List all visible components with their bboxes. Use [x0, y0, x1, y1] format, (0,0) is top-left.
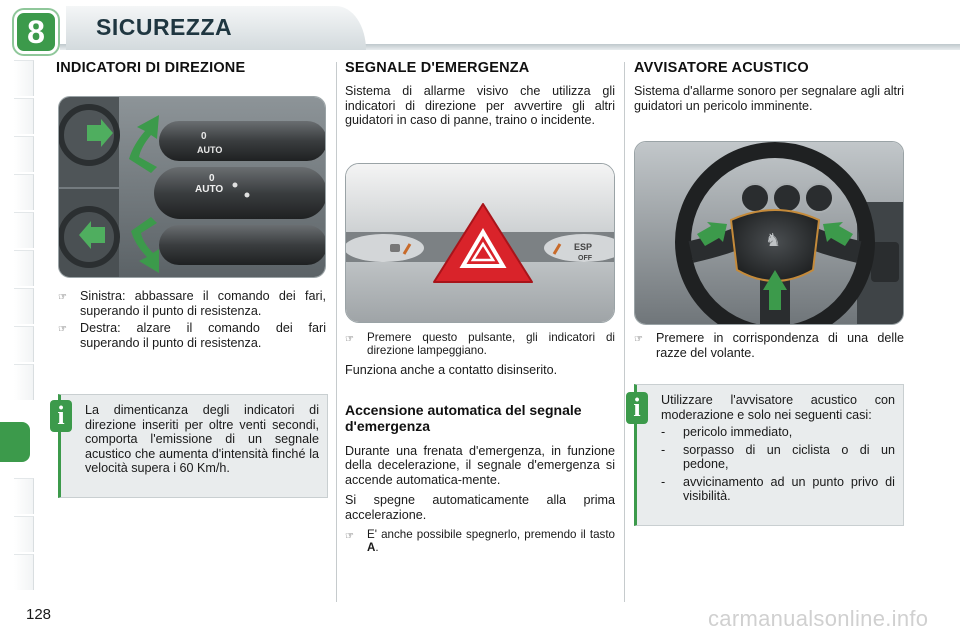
col1-bullets	[58, 289, 326, 350]
info-box-horn: Utilizzare l'avvisatore acustico con moderazione e solo nei seguenti casi: - pericolo immediato, - sorpasso di un ciclista o di un pedone, - avvicinamento ad un punto privo di visibilità.	[634, 384, 904, 526]
stalk-label-auto-main: AUTO	[195, 184, 224, 195]
pointer-icon: ☞	[634, 334, 643, 345]
page-header	[0, 0, 960, 56]
chapter-badge: 8	[14, 10, 58, 54]
chapter-tab	[14, 212, 34, 248]
chapter-tab	[14, 250, 34, 286]
chapter-tab	[14, 516, 34, 552]
chapter-tab	[14, 98, 34, 134]
key-a-label: A	[367, 541, 376, 554]
chapter-tab	[14, 326, 34, 362]
section-title-horn: AVVISATORE ACUSTICO	[634, 60, 809, 76]
section-title-hazard: SEGNALE D'EMERGENZA	[345, 60, 530, 76]
bullet-auto-hazard-off: ☞ E' anche possibile spegnerlo, premendo il tasto A.	[345, 528, 615, 554]
auto-hazard-text-2: Si spegne automaticamente alla prima accelerazione.	[345, 493, 615, 522]
bullet-left-indicator: ☞ Sinistra: abbassare il comando dei fari, superando il punto di resistenza.	[58, 289, 326, 318]
chapter-tab	[14, 364, 34, 400]
bullet-right-indicator: ☞ Destra: alzare il comando dei fari superando il punto di resistenza.	[58, 321, 326, 350]
chapter-tab	[14, 136, 34, 172]
esp-label: ESP	[574, 242, 593, 252]
photo-light-stalk	[58, 96, 326, 278]
column-direction-indicators	[56, 60, 328, 84]
pointer-icon: ☞	[58, 292, 67, 303]
bullet-horn-press: ☞ Premere in corrispondenza di una delle razze del volante.	[634, 331, 904, 360]
col2-body	[345, 331, 615, 554]
column-horn	[634, 60, 904, 113]
column-hazard	[345, 60, 615, 128]
page-number: 128	[26, 606, 52, 623]
pointer-icon: ☞	[58, 324, 67, 335]
list-item: - pericolo immediato,	[661, 425, 793, 439]
off-label: OFF	[578, 255, 592, 262]
stalk-label-zero-top: 0	[201, 131, 207, 142]
list-item: - avvicinamento ad un punto privo di visibilità.	[661, 474, 895, 503]
list-item: - sorpasso di un ciclista o di un pedone,	[661, 442, 895, 471]
col3-bullets	[634, 331, 904, 360]
section-title-auto-hazard: Accensione automatica del segnale d'emergenza	[345, 401, 582, 434]
chapter-tab-strip	[0, 60, 34, 580]
stalk-label-auto-top: AUTO	[197, 145, 223, 155]
pointer-icon: ☞	[345, 334, 354, 345]
stalk-label-zero-main: 0	[209, 173, 215, 184]
info-icon: i	[50, 400, 72, 432]
section-title-indicators: INDICATORI DI DIREZIONE	[56, 60, 246, 76]
bullet-hazard-press: ☞ Premere questo pulsante, gli indicatori di direzione lampeggiano.	[345, 331, 615, 357]
horn-intro: Sistema d'allarme sonoro per segnalare agli altri guidatori un pericolo imminente.	[634, 84, 904, 113]
chapter-tab	[14, 554, 34, 590]
page-title: SICUREZZA	[96, 14, 233, 40]
hazard-note: Funziona anche a contatto disinserito.	[345, 363, 558, 377]
svg-text:♞: ♞	[765, 230, 782, 250]
hazard-intro: Sistema di allarme visivo che utilizza gli indicatori di direzione per avvertire gli altri guidatori in caso di panne, traino o incidente.	[345, 84, 615, 127]
chapter-tab	[14, 174, 34, 210]
photo-hazard-button	[345, 163, 615, 323]
pointer-icon: ☞	[345, 531, 354, 542]
watermark: carmanualsonline.info	[708, 606, 929, 631]
chapter-tab	[14, 478, 34, 514]
column-divider	[624, 62, 625, 602]
auto-hazard-text-1: Durante una frenata d'emergenza, in funzione della decelerazione, il segnale d'emergenza si accende automatica-mente.	[345, 443, 615, 487]
info-icon: i	[626, 392, 648, 424]
chapter-tab	[14, 288, 34, 324]
photo-steering-wheel	[634, 141, 904, 325]
column-divider	[336, 62, 337, 602]
info-box-indicators: La dimenticanza degli indicatori di direzione inseriti per oltre venti secondi, comporta l'emissione di un segnale acustico che aumenta d'intensità finché la velocità supera i 60 Km/h.	[58, 394, 328, 498]
chapter-tab	[14, 60, 34, 96]
chapter-tab-active	[0, 422, 30, 462]
